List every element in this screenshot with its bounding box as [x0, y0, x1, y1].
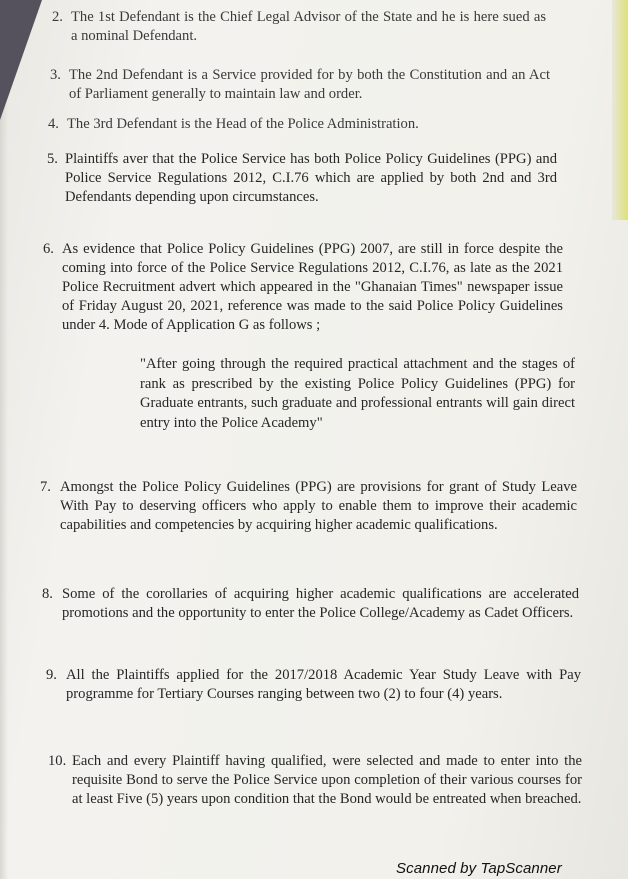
scanner-watermark: Scanned by TapScanner: [396, 860, 562, 877]
paragraph-text: Amongst the Police Policy Guidelines (PPG) are provisions for grant of Study Leave With Pay to deserving officers who apply to enable them to improve their academic capabilities and competencies by acquiring higher academic qualifications.: [60, 479, 577, 533]
paragraph-text: The 2nd Defendant is a Service provided for by both the Constitution and an Act of Parliament generally to maintain law and order.: [69, 67, 550, 102]
paragraph-number: 9.: [46, 667, 57, 683]
paragraph-text: As evidence that Police Policy Guidelines (PPG) 2007, are still in force despite the coming into force of the Police Service Regulations 2012, C.I.76, as late as the 2021 Police Recruitment advert which appeared in the "Ghanaian Times" newspaper issue of Friday August 20, 2021, reference was made to the said Police Policy Guidelines under 4. Mode of Application G as follows ;: [62, 241, 563, 333]
paragraph-text: Some of the corollaries of acquiring higher academic qualifications are accelerated promotions and the opportunity to enter the Police College/Academy as Cadet Officers.: [62, 586, 579, 621]
paragraph-text: The 1st Defendant is the Chief Legal Advisor of the State and he is here sued as a nominal Defendant.: [71, 9, 546, 44]
paragraph-2: [52, 8, 546, 46]
paragraph-number: 4.: [48, 116, 59, 132]
paragraph-8: [42, 585, 579, 623]
paragraph-7: [40, 478, 577, 535]
block-quote: "After going through the required practical attachment and the stages of rank as prescribed by the existing Police Policy Guidelines (PPG) for Graduate entrants, such graduate and professional entrants will gain direct entry into the Police Academy": [140, 356, 575, 431]
page-edge-shadow: [0, 0, 8, 879]
paragraph-5: [47, 150, 557, 207]
paragraph-number: 8.: [42, 586, 53, 602]
paragraph-3: [50, 66, 550, 104]
paragraph-6: [43, 240, 563, 335]
paragraph-text: Each and every Plaintiff having qualified, were selected and made to enter into the requisite Bond to serve the Police Service upon completion of their various courses for at least Five (5) years upon condition that the Bond would be entreated when breached.: [72, 753, 582, 807]
paragraph-number: 2.: [52, 9, 63, 25]
page-edge-highlight: [612, 0, 628, 220]
paragraph-number: 7.: [40, 479, 51, 495]
paragraph-number: 6.: [43, 241, 54, 257]
paragraph-text: All the Plaintiffs applied for the 2017/2018 Academic Year Study Leave with Pay programme for Tertiary Courses ranging between two (2) to four (4) years.: [66, 667, 581, 702]
paragraph-text: The 3rd Defendant is the Head of the Police Administration.: [67, 116, 419, 132]
paragraph-text: Plaintiffs aver that the Police Service has both Police Policy Guidelines (PPG) and Police Service Regulations 2012, C.I.76 which are applied by both 2nd and 3rd Defendants depending upon circumstances.: [65, 151, 557, 205]
paragraph-9: [46, 666, 581, 704]
paragraph-4: [48, 115, 548, 134]
paragraph-number: 5.: [47, 151, 58, 167]
paragraph-number: 3.: [50, 67, 61, 83]
page-corner-fold: [0, 0, 42, 120]
paragraph-10: [48, 752, 582, 809]
paragraph-number: 10.: [48, 753, 67, 769]
